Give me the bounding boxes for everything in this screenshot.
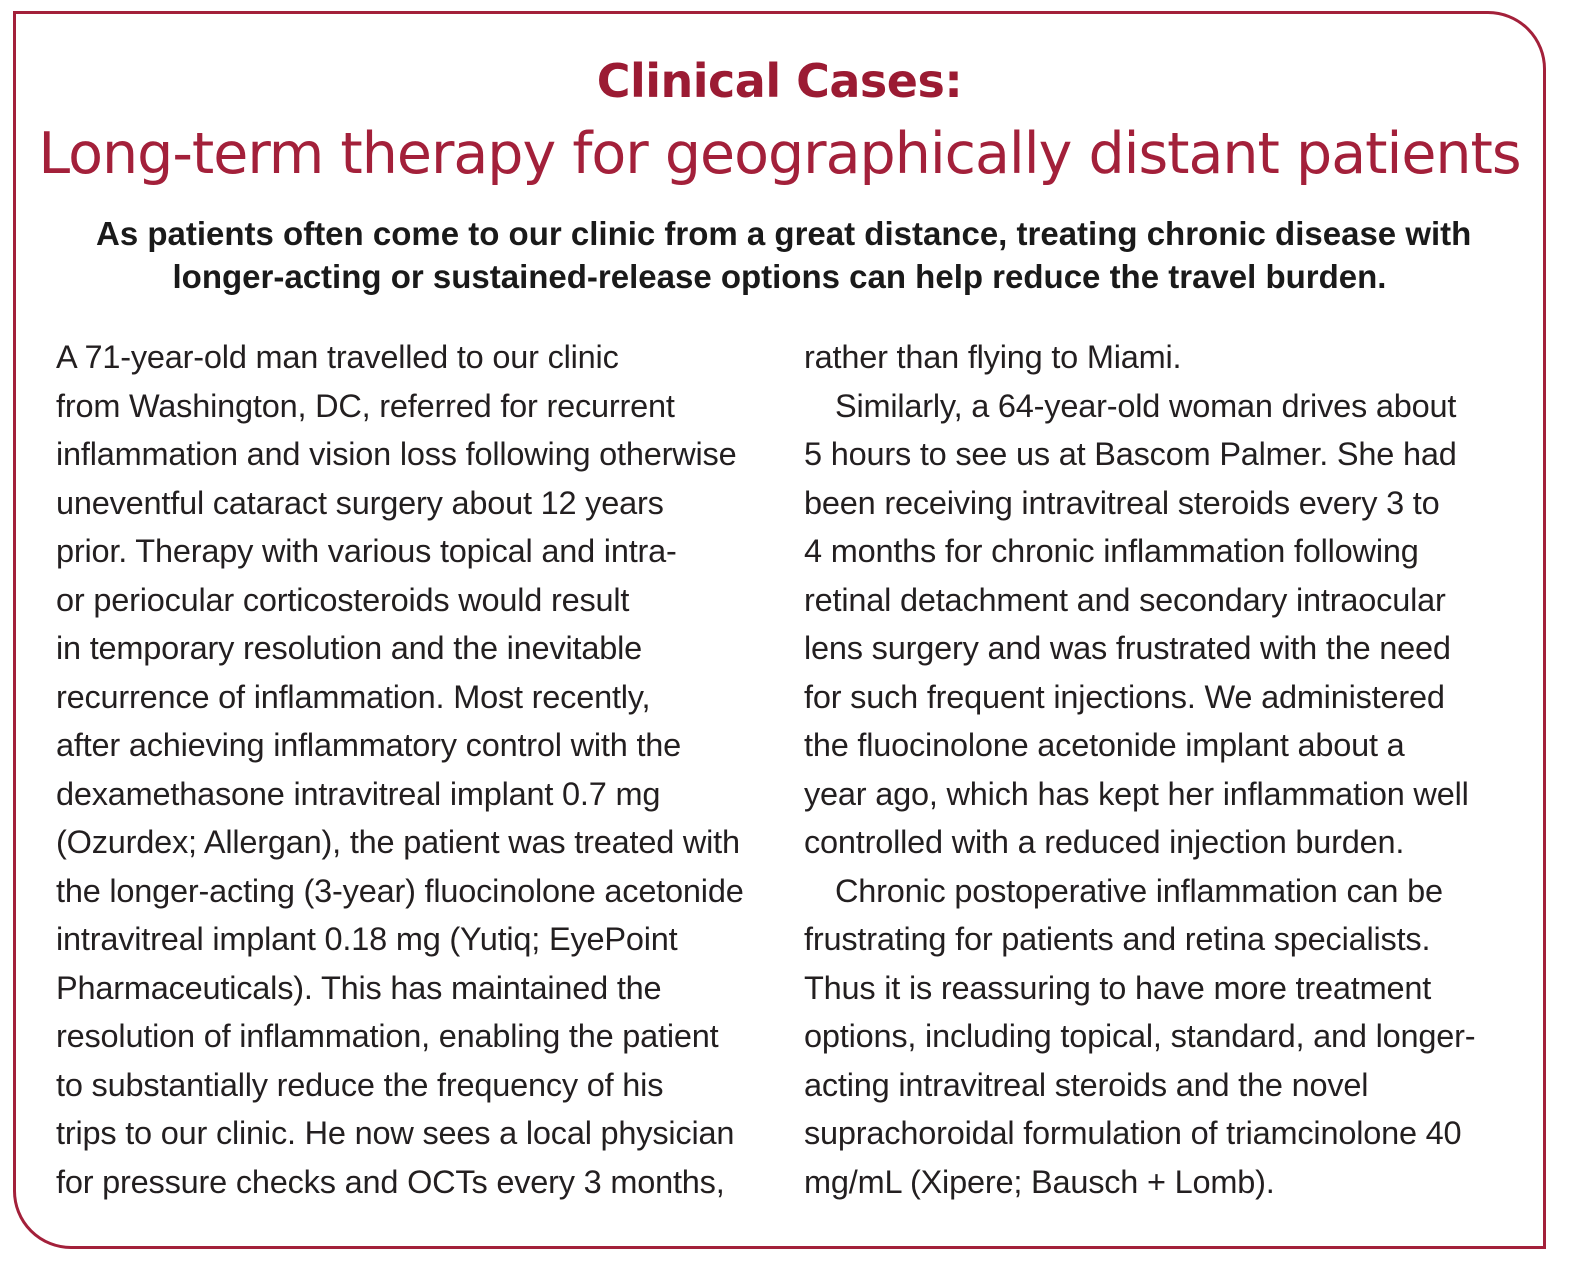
text-line: from Washington, DC, referred for recurrent [56,387,675,424]
text-line: prior. Therapy with various topical and intra- [56,533,677,569]
article-deck [96,212,1472,298]
section-kicker: Clinical Cases: [596,54,963,108]
text-line: controlled with a reduced injection burden. [804,824,1405,860]
deck-line: longer-acting or sustained-release options can help reduce the travel burden. [172,258,1387,295]
case-one-continuation [804,333,1504,382]
text-line: lens surgery and was frustrated with the need [804,630,1451,666]
text-line: Similarly, a 64-year-old woman drives about [835,387,1457,424]
text-line: acting intravitreal steroids and the novel [804,1066,1369,1103]
text-line: Chronic postoperative inflammation can be [835,872,1443,909]
text-line: or periocular corticosteroids would result [56,581,630,618]
text-line: after achieving inflammatory control with the [56,727,682,763]
text-line: dexamethasone intravitreal implant 0.7 mg [56,775,661,812]
text-line: for pressure checks and OCTs every 3 months, [56,1163,725,1200]
text-line: rather than flying to Miami. [804,339,1182,375]
text-line: the fluocinolone acetonide implant about a [804,727,1405,763]
text-line: year ago, which has kept her inflammation well [804,775,1469,812]
text-line: options, including topical, standard, and longer- [804,1018,1476,1054]
text-line: to substantially reduce the frequency of his [56,1066,664,1103]
case-two-paragraph [804,382,1504,867]
text-line: retinal detachment and secondary intraocular [804,581,1446,618]
text-line: trips to our clinic. He now sees a local physician [56,1115,735,1151]
text-line: the longer-acting (3-year) fluocinolone acetonide [56,872,744,909]
text-line: resolution of inflammation, enabling the patient [56,1018,719,1054]
text-line: frustrating for patients and retina specialists. [804,921,1431,957]
text-line: for such frequent injections. We administered [804,678,1445,715]
case-one-paragraph [56,333,771,1206]
text-line: suprachoroidal formulation of triamcinolone 40 [804,1115,1462,1151]
text-line: inflammation and vision loss following otherwise [56,436,737,472]
text-line: recurrence of inflammation. Most recently, [56,678,651,715]
text-line: mg/mL (Xipere; Bausch + Lomb). [804,1163,1275,1200]
text-line: intravitreal implant 0.18 mg (Yutiq; EyePoint [56,921,678,957]
text-line: (Ozurdex; Allergan), the patient was treated with [56,824,740,860]
right-column [804,333,1504,1206]
text-line: been receiving intravitreal steroids every 3 to [804,484,1440,521]
left-column [56,333,771,1206]
text-line: A 71-year-old man travelled to our clinic [56,339,619,375]
deck-line: As patients often come to our clinic from a great distance, treating chronic disease with [96,215,1472,252]
text-line: Thus it is reassuring to have more treatment [804,969,1432,1006]
conclusion-paragraph [804,867,1504,1207]
text-line: 5 hours to see us at Bascom Palmer. She had [804,436,1457,472]
text-line: uneventful cataract surgery about 12 years [56,484,664,521]
text-line: in temporary resolution and the inevitable [56,630,642,666]
text-line: Pharmaceuticals). This has maintained the [56,969,662,1006]
article-headline: Long-term therapy for geographically distant patients [38,121,1521,187]
text-line: 4 months for chronic inflammation following [804,533,1419,569]
